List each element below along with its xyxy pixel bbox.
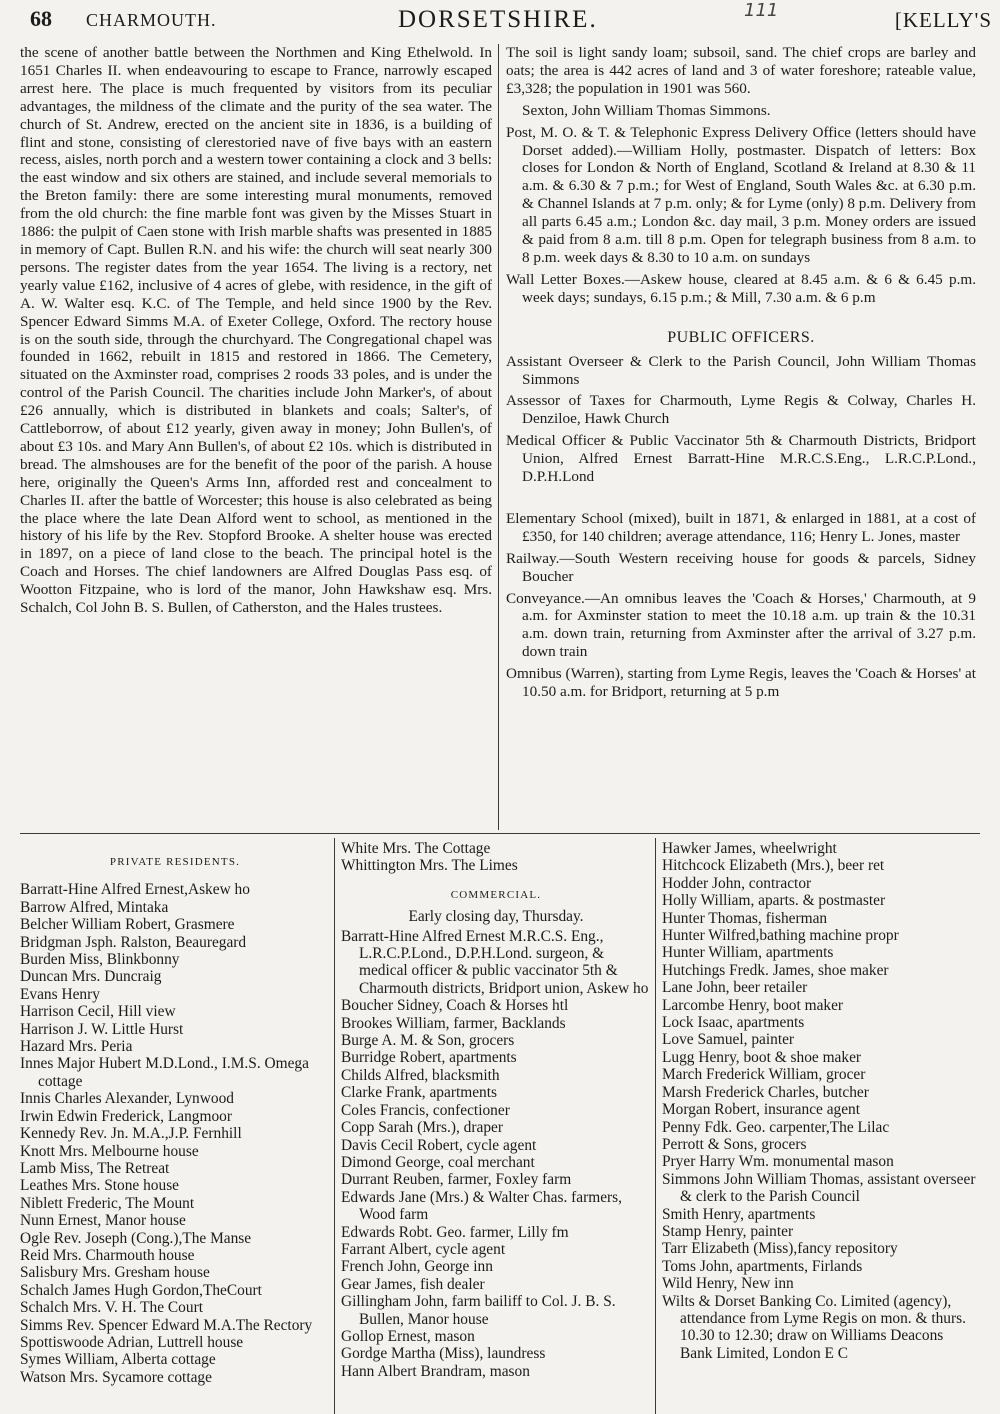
directory-entry: Penny Fdk. Geo. carpenter,The Lilac (662, 1118, 890, 1136)
page-number: 68 (30, 6, 52, 31)
directory-entry: Innes Major Hubert M.D.Lond., I.M.S. Omega cottage (20, 1055, 309, 1090)
directory-entry: Watson Mrs. Sycamore cottage (20, 1368, 212, 1386)
directory-entry: Harrison J. W. Little Hurst (20, 1020, 184, 1038)
directory-entry: French John, George inn (341, 1258, 493, 1276)
directory-entry: Hunter Thomas, fisherman (662, 909, 828, 927)
directory-entry: Evans Henry (20, 985, 100, 1003)
page-header (30, 0, 992, 40)
handwritten-annotation: 111 (744, 0, 779, 21)
directory-entry: Perrott & Sons, grocers (662, 1135, 807, 1153)
directory-entry: Clarke Frank, apartments (341, 1084, 497, 1102)
directory-entry: White Mrs. The Cottage (341, 840, 491, 857)
commercial-heading: COMMERCIAL. (450, 888, 542, 901)
soil-paragraph: The soil is light sandy loam; subsoil, sand. The chief crops are barley and oats; the area is 442 acres of land and 3 of water foreshore; rateable value, £3,328; the population in 1901 was 560. (506, 44, 976, 97)
directory-entry: Schalch Mrs. V. H. The Court (20, 1299, 203, 1317)
directory-entry: Davis Cecil Robert, cycle agent (341, 1136, 537, 1154)
directory-entry: Spottiswoode Adrian, Luttrell house (20, 1333, 244, 1351)
column-divider-lower-left (334, 838, 335, 1414)
directory-entry: Coles Francis, confectioner (341, 1101, 510, 1119)
directory-entry: Harrison Cecil, Hill view (20, 1003, 176, 1021)
residents-continued-list (341, 840, 651, 875)
directory-entry: Lane John, beer retailer (662, 979, 808, 997)
directory-entry: Lamb Miss, The Retreat (20, 1159, 170, 1177)
directory-entry: Simmons John William Thomas, assistant overseer & clerk to the Parish Council (662, 1170, 976, 1206)
section-divider (20, 833, 980, 834)
post-office-entry: Post, M. O. & T. & Telephonic Express Delivery Office (letters should have Dorset added).—William Holly, postmaster. Dispatch of letters: Box closes for London & North of England, Scotland & Ireland at 8.30 & 11 a.m. & 6.30 & 7 p.m.; for West of England, South Wales &c. at 6.30 p.m. & Channel Islands at 7 p.m. only; & for Lyme (only) 8 p.m. Delivery from all parts 6.45 a.m.; London &c. day mail, 3 p.m. Money orders are issued & paid from 8 a.m. till 8 p.m. Open for telegraph business from 8 a.m. to 8 p.m. week days & 8.30 to 10 a.m. on sundays (506, 123, 976, 266)
directory-entry: Hawker James, wheelwright (662, 840, 837, 857)
commercial-column-right (662, 840, 977, 1414)
private-residents-list (20, 881, 330, 1386)
officer-entry: Assessor of Taxes for Charmouth, Lyme Regis & Colway, Charles H. Denziloe, Hawk Church (506, 392, 976, 428)
directory-entry: Simms Rev. Spencer Edward M.A.The Rectory (20, 1316, 313, 1334)
directory-entry: Love Samuel, painter (662, 1031, 795, 1049)
directory-entry: Marsh Frederick Charles, butcher (662, 1083, 869, 1101)
directory-entry: Reid Mrs. Charmouth house (20, 1246, 195, 1264)
directory-entry: Hodder John, contractor (662, 874, 812, 892)
directory-entry: Childs Alfred, blacksmith (341, 1066, 500, 1084)
directory-entry: Larcombe Henry, boot maker (662, 996, 844, 1014)
directory-entry: Duncan Mrs. Duncraig (20, 968, 162, 986)
directory-entry: Bridgman Jsph. Ralston, Beauregard (20, 933, 247, 951)
institution-entry: Conveyance.—An omnibus leaves the 'Coach & Horses,' Charmouth, at 9 a.m. for Axminster station to meet the 10.18 a.m. up train & the 10.31 a.m. down train, returning from Axminster after the arrival of 3.27 p.m. down train (506, 589, 976, 661)
commercial-list-left (341, 928, 651, 1381)
directory-entry: Barrow Alfred, Mintaka (20, 898, 169, 916)
column-divider-lower-right (655, 838, 656, 1414)
directory-entry: Morgan Robert, insurance agent (662, 1101, 861, 1119)
directory-entry: Barratt-Hine Alfred Ernest,Askew ho (20, 881, 250, 899)
directory-entry: Burridge Robert, apartments (341, 1049, 517, 1067)
private-residents-heading: PRIVATE RESIDENTS. (109, 856, 241, 868)
directory-entry: Wilts & Dorset Banking Co. Limited (agency), attendance from Lyme Regis on mon. & thurs. 10.30 to 12.30; draw on Williams Deacons Bank Limited, London E C (662, 1292, 966, 1362)
directory-entry: Boucher Sidney, Coach & Horses htl (341, 997, 569, 1015)
directory-entry: Burge A. M. & Son, grocers (341, 1032, 515, 1050)
directory-entry: Whittington Mrs. The Limes (341, 857, 518, 875)
directory-entry: Lock Isaac, apartments (662, 1014, 805, 1032)
directory-entry: Belcher William Robert, Grasmere (20, 916, 235, 934)
institution-entry: Railway.—South Western receiving house for goods & parcels, Sidney Boucher (506, 549, 976, 585)
column-divider-upper (498, 44, 499, 830)
directory-entry: Schalch James Hugh Gordon,TheCourt (20, 1281, 262, 1299)
directory-entry: Niblett Frederic, The Mount (20, 1194, 195, 1212)
officer-entry: Medical Officer & Public Vaccinator 5th & Charmouth Districts, Bridport Union, Alfred Ernest Barratt-Hine M.R.C.S.Eng., L.R.C.P.Lond., D.P.H.Lond (506, 432, 976, 486)
parish-services-column (506, 44, 976, 830)
directory-entry: Burden Miss, Blinkbonny (20, 951, 180, 969)
directory-entry: Leathes Mrs. Stone house (20, 1177, 180, 1195)
directory-entry: Holly William, aparts. & postmaster (662, 892, 886, 910)
directory-entry: Wild Henry, New inn (662, 1275, 794, 1293)
directory-entry: Hunter William, apartments (662, 944, 834, 962)
directory-entry: Innis Charles Alexander, Lynwood (20, 1090, 234, 1108)
wall-letter-boxes-entry: Wall Letter Boxes.—Askew house, cleared at 8.45 a.m. & 6 & 6.45 p.m. week days; sundays, 6.15 p.m.; & Mill, 7.30 a.m. & 6 p.m (506, 270, 976, 306)
directory-entry: Irwin Edwin Frederick, Langmoor (20, 1107, 232, 1125)
directory-entry: Tarr Elizabeth (Miss),fancy repository (662, 1240, 898, 1258)
directory-entry: Stamp Henry, painter (662, 1222, 794, 1240)
directory-entry: Hutchings Fredk. James, shoe maker (662, 961, 889, 979)
directory-entry: Gear James, fish dealer (341, 1275, 485, 1293)
directory-entry: Gollop Ernest, mason (341, 1327, 475, 1345)
directory-entry: Gordge Martha (Miss), laundress (341, 1345, 546, 1363)
directory-entry: Symes William, Alberta cottage (20, 1351, 216, 1369)
institution-entry: Omnibus (Warren), starting from Lyme Regis, leaves the 'Coach & Horses' at 10.50 a.m. for Bridport, returning at 5 p.m (506, 665, 976, 701)
directory-entry: Ogle Rev. Joseph (Cong.),The Manse (20, 1229, 252, 1247)
directory-entry: Hann Albert Brandram, mason (341, 1362, 530, 1380)
directory-entry: Copp Sarah (Mrs.), draper (341, 1119, 503, 1137)
private-residents-column (20, 840, 330, 1414)
directory-entry: Gillingham John, farm bailiff to Col. J. B. S. Bullen, Manor house (341, 1293, 616, 1328)
running-head-place: CHARMOUTH. (86, 10, 217, 30)
directory-entry: Smith Henry, apartments (662, 1205, 816, 1223)
directory-entry: Lugg Henry, boot & shoe maker (662, 1048, 862, 1066)
directory-entry: Dimond George, coal merchant (341, 1153, 535, 1171)
running-head-county: DORSETSHIRE. (398, 6, 598, 33)
directory-entry: Toms John, apartments, Firlands (662, 1257, 863, 1275)
directory-entry: March Frederick William, grocer (662, 1066, 866, 1084)
directory-entry: Durrant Reuben, farmer, Foxley farm (341, 1171, 572, 1189)
directory-entry: Barratt-Hine Alfred Ernest M.R.C.S. Eng., L.R.C.P.Lond., D.P.H.Lond. surgeon, & medical officer & public vaccinator 5th & Charmouth districts, Bridport union, Askew ho (341, 927, 649, 997)
sexton-line: Sexton, John William Thomas Simmons. (522, 101, 771, 119)
running-head-publisher: [KELLY'S (894, 8, 992, 32)
officer-entry: Assistant Overseer & Clerk to the Parish Council, John William Thomas Simmons (506, 352, 976, 388)
directory-entry: Edwards Robt. Geo. farmer, Lilly fm (341, 1223, 569, 1241)
directory-entry: Brookes William, farmer, Backlands (341, 1014, 566, 1032)
parish-description-column (20, 44, 492, 830)
directory-entry: Nunn Ernest, Manor house (20, 1212, 186, 1230)
directory-entry: Edwards Jane (Mrs.) & Walter Chas. farmers, Wood farm (341, 1188, 622, 1224)
directory-entry: Hazard Mrs. Peria (20, 1038, 133, 1056)
directory-entry: Pryer Harry Wm. monumental mason (662, 1153, 894, 1171)
directory-entry: Hitchcock Elizabeth (Mrs.), beer ret (662, 857, 885, 875)
early-closing-note: Early closing day, Thursday. (408, 908, 584, 926)
directory-entry: Knott Mrs. Melbourne house (20, 1142, 199, 1160)
parish-description: the scene of another battle between the Northmen and King Ethelwold. In 1651 Charles II. when endeavouring to escape to France, narrowly escaped arrest here. The place is much frequented by visitors from its peculiar advantages, the mildness of the climate and the purity of the sea water. The church of St. Andrew, erected on the ancient site in 1836, is a building of flint and stone, consisting of clerestoried nave of five bays with an eastern recess, aisles, north porch and a western tower containing a clock and 3 bells: the east window and six others are stained, and include several memorials to the Breton family: there are some interesting mural monuments, removed from the old church: the fine marble font was given by the Misses Stuart in 1886: the pulpit of Caen stone with Irish marble shafts was presented in 1885 in memory of Capt. Bullen R.N. and his wife: the church will seat nearly 300 persons. The register dates from the year 1654. The living is a rectory, net yearly value £162, inclusive of 4 acres of glebe, with residence, in the gift of A. W. Walter esq. K.C. of The Temple, and held since 1900 by the Rev. Spencer Edward Simms M.A. of Exeter College, Oxford. The rectory house is on the south side, through the churchyard. The Congregational chapel was founded in 1662, rebuilt in 1815 and restored in 1866. The Cemetery, situated on the Axminster road, comprises 2 roods 33 poles, and is under the control of the Parish Council. The charities include John Marker's, of about £26 annually, which is distributed in blankets and coals; Salter's, of Cattleborrow, of about £12 yearly, given away in money; John Bullen's, of about £3 10s. and Mary Ann Bullen's, of about £2 10s. which is distributed in bread. The almshouses are for the benefit of the poor of the parish. A house here, originally the Queen's Arms Inn, afforded rest and concealment to Charles II. after the battle of Worcester; this house is also celebrated as being the place where the late Dean Alford went to school, as mentioned in the history of his life by the Rev. Stopford Brooke. A shelter house was erected in 1897, on a piece of land close to the beach. The principal hotel is the Coach and Horses. The chief landowners are Alfred Douglas Pass esq. of Wootton Fitzpaine, who is lord of the manor, John Hawkshaw esq. Mrs. Schalch, Col John B. S. Bullen, of Catherston, and the Hales trustees. (20, 44, 492, 617)
commercial-list-right (662, 840, 977, 1362)
institution-entry: Elementary School (mixed), built in 1871, & enlarged in 1881, at a cost of £350, for 140 children; average attendance, 116; Henry L. Jones, master (506, 509, 976, 545)
directory-entry: Salisbury Mrs. Gresham house (20, 1264, 210, 1282)
directory-entry: Farrant Albert, cycle agent (341, 1240, 506, 1258)
public-officers-heading: PUBLIC OFFICERS. (667, 328, 815, 346)
directory-entry: Hunter Wilfred,bathing machine propr (662, 927, 899, 945)
directory-entry: Kennedy Rev. Jn. M.A.,J.P. Fernhill (20, 1125, 242, 1143)
commercial-column-left (341, 840, 651, 1414)
